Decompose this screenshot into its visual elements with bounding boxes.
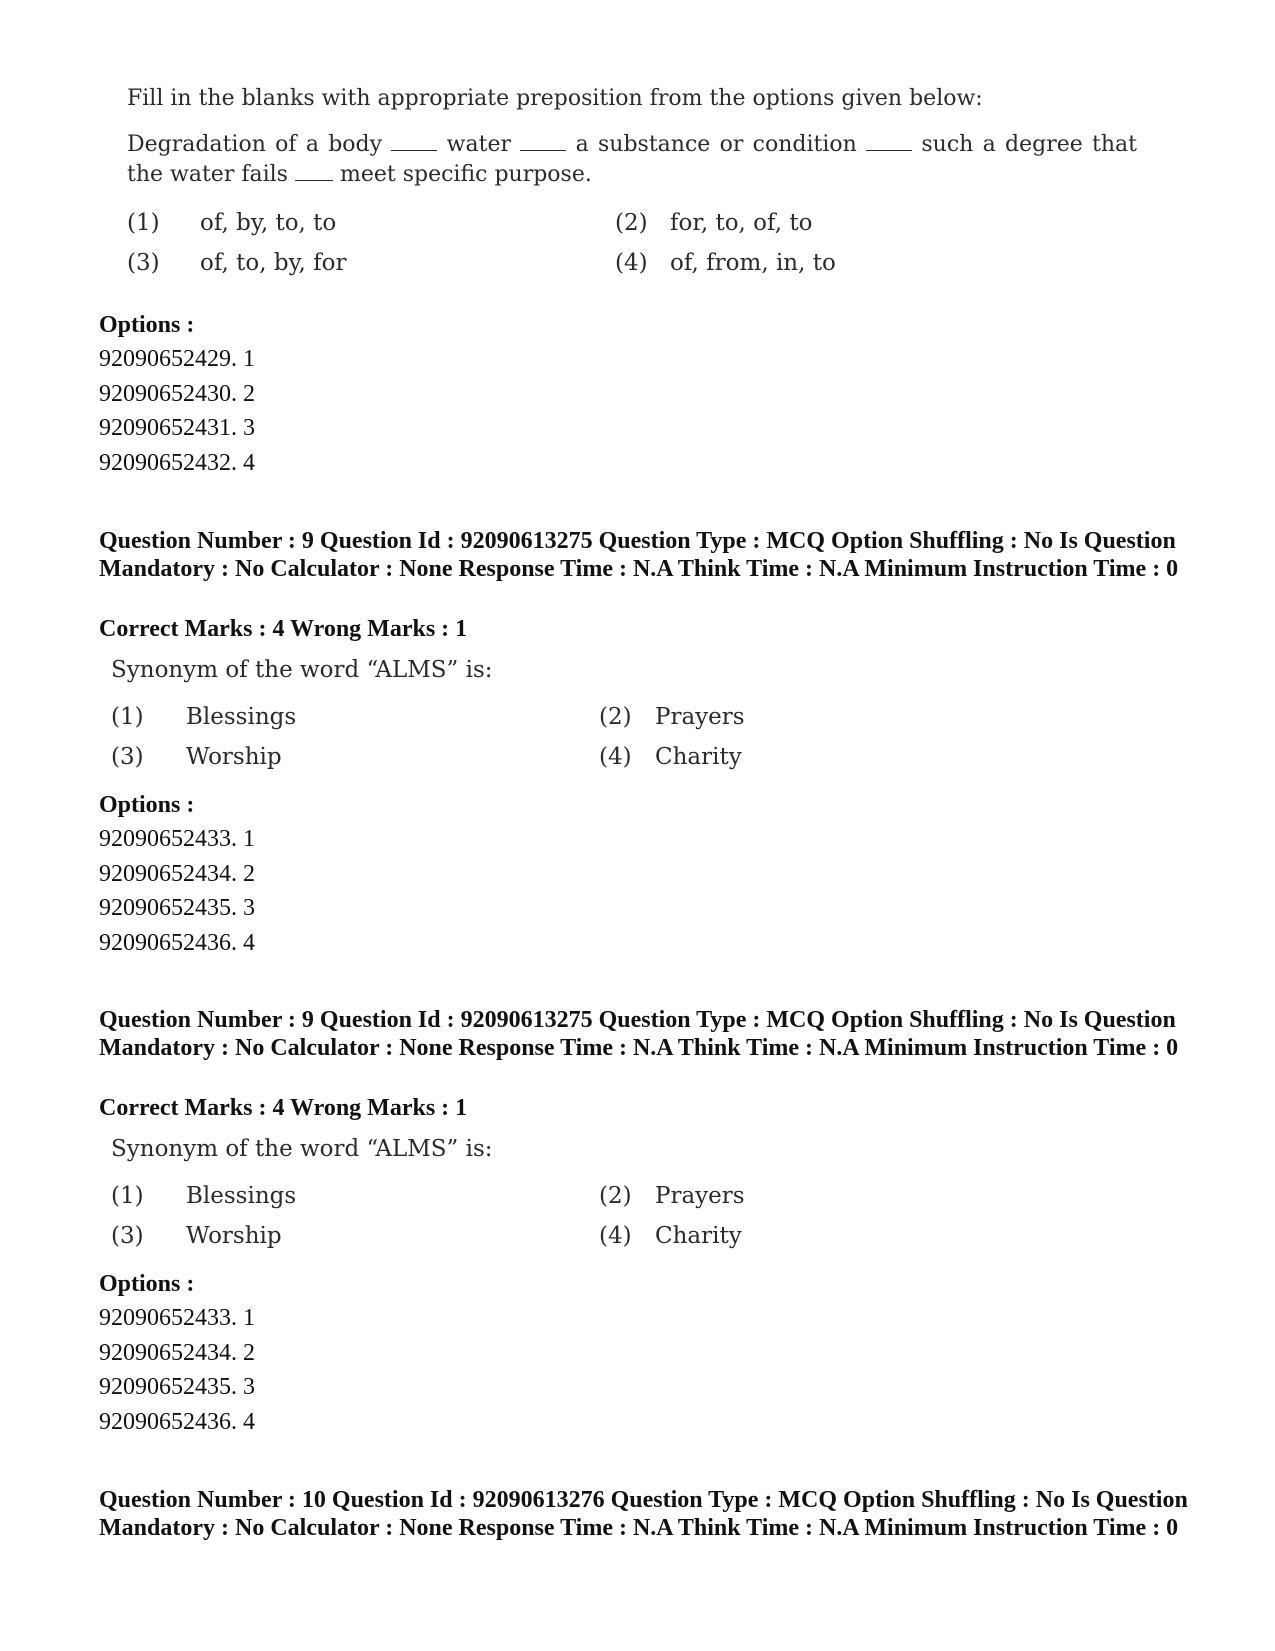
sentence-part: meet specific purpose. (339, 162, 592, 187)
option-item: 92090652435. 3 (99, 1374, 255, 1400)
choice-1 (111, 704, 297, 730)
choice-3 (111, 744, 282, 770)
choice-number: (4) (599, 744, 632, 770)
choice-text: Prayers (655, 704, 745, 730)
choice-2 (599, 1183, 745, 1209)
question-8-choices (127, 210, 1137, 290)
option-item: 92090652432. 4 (99, 449, 255, 476)
choice-3 (111, 1223, 282, 1249)
choice-text: Blessings (186, 1183, 297, 1209)
question-9-choices (111, 704, 1111, 784)
choice-3 (127, 250, 347, 276)
choice-text: Charity (655, 1223, 742, 1249)
choice-number: (2) (599, 704, 632, 730)
blank (391, 132, 437, 151)
choice-text: for, to, of, to (670, 210, 813, 236)
choice-text: Worship (186, 744, 282, 770)
question-9-repeat-stem (111, 1134, 1111, 1164)
sentence-part: water (446, 132, 511, 157)
choice-text: of, to, by, for (200, 250, 347, 276)
option-item: 92090652433. 1 (99, 1305, 255, 1331)
sentence-part: such a degree that the water fails (127, 132, 1138, 187)
question-9-repeat-choices (111, 1183, 1111, 1263)
question-9-options (99, 788, 255, 960)
option-item: 92090652431. 3 (99, 415, 255, 441)
question-10-meta: Question Number : 10 Question Id : 92090613276 Question Type : MCQ Option Shuffling : No Is Question Mandatory : No Calculator : None Response Time : N.A Think Time : N.A Minimum Instruction Time : 0 (99, 1487, 1188, 1541)
sentence-part: Degradation of a body (127, 132, 383, 157)
blank (866, 132, 912, 151)
choice-4 (615, 250, 836, 276)
choice-text: Charity (655, 744, 742, 770)
blank (295, 162, 333, 181)
option-item: 92090652430. 2 (99, 380, 255, 407)
choice-text: Worship (186, 1223, 282, 1249)
choice-text: Blessings (186, 704, 297, 730)
option-item: 92090652433. 1 (99, 826, 255, 852)
question-9-meta: Question Number : 9 Question Id : 92090613275 Question Type : MCQ Option Shuffling : No Is Question Mandatory : No Calculator : None Response Time : N.A Think Time : N.A Minimum Instruction Time : 0 (99, 528, 1179, 582)
choice-number: (3) (127, 250, 160, 276)
choice-number: (3) (111, 1223, 144, 1249)
choice-2 (615, 210, 813, 236)
option-item: 92090652434. 2 (99, 860, 255, 887)
option-item: 92090652436. 4 (99, 1408, 255, 1435)
choice-4 (599, 744, 742, 770)
question-stem: Synonym of the word “ALMS” is: (111, 1136, 493, 1162)
choice-number: (3) (111, 744, 144, 770)
question-stem: Synonym of the word “ALMS” is: (111, 657, 493, 683)
choice-number: (2) (615, 210, 648, 236)
choice-number: (4) (599, 1223, 632, 1249)
options-label: Options : (99, 1271, 195, 1297)
question-8-sentence (127, 130, 1137, 190)
sentence-part: a substance or condition (575, 132, 857, 157)
options-label: Options : (99, 792, 195, 818)
choice-number: (1) (111, 704, 144, 730)
question-8-body (127, 84, 1137, 190)
choice-number: (4) (615, 250, 648, 276)
blank (520, 132, 566, 151)
question-9-stem (111, 655, 1111, 685)
choice-4 (599, 1223, 742, 1249)
question-9-marks: Correct Marks : 4 Wrong Marks : 1 (99, 616, 468, 642)
question-9-repeat-marks: Correct Marks : 4 Wrong Marks : 1 (99, 1095, 468, 1121)
option-item: 92090652434. 2 (99, 1339, 255, 1366)
question-9-repeat-meta: Question Number : 9 Question Id : 92090613275 Question Type : MCQ Option Shuffling : No Is Question Mandatory : No Calculator : None Response Time : N.A Think Time : N.A Minimum Instruction Time : 0 (99, 1007, 1179, 1061)
choice-2 (599, 704, 745, 730)
option-item: 92090652435. 3 (99, 895, 255, 921)
choice-text: of, from, in, to (670, 250, 836, 276)
choice-number: (2) (599, 1183, 632, 1209)
choice-1 (127, 210, 337, 236)
options-label: Options : (99, 312, 195, 338)
question-8-options (99, 308, 255, 480)
option-item: 92090652436. 4 (99, 929, 255, 956)
question-9-repeat-options (99, 1267, 255, 1439)
option-item: 92090652429. 1 (99, 346, 255, 372)
choice-text: Prayers (655, 1183, 745, 1209)
choice-1 (111, 1183, 297, 1209)
choice-text: of, by, to, to (200, 210, 337, 236)
choice-number: (1) (111, 1183, 144, 1209)
question-8-instruction: Fill in the blanks with appropriate preposition from the options given below: (127, 86, 983, 111)
choice-number: (1) (127, 210, 160, 236)
